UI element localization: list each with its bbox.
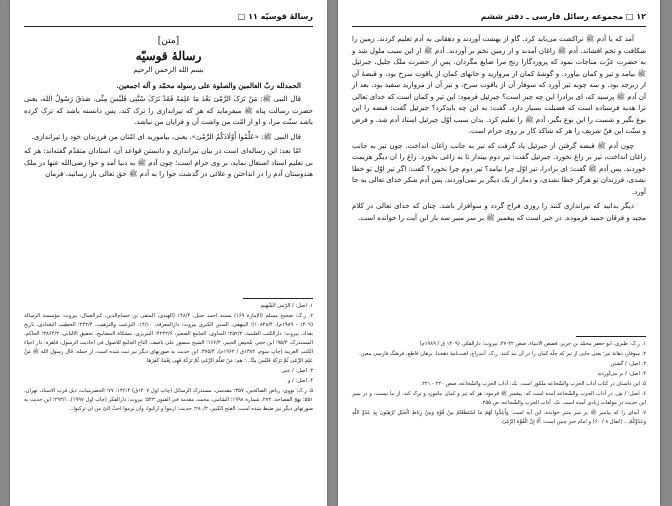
- basmala: بسم الله الرحمن الرحیم: [133, 66, 204, 74]
- right-paragraph: آمد که یا آدم ﷺ تراکشت می‌باید کرد. گاو از بهشت آوردند و دهقانی به آدم تعلیم کردند. زمین را شکافت و تخم افشاند. آدم ﷺ زاغان آمدند و از زمین تخم بر آوردند. آدم ﷺ از این سبب ملول شد و به حضرت عزّت مناجات نمود که پروردگارا رنج مرا ضایع مگردان. پس از حضرت ملک جلیل، جبرئیل ﷺ بیامد و تیر و کمان بیاورد. و گوشهٔ کمان از مروارید و خانهای کمان از یاقوت سرخ بود، و قبضهٔ آن از زبرجد بود. و سه چوبه تیر آورد که سوفار آن از یاقوت سرخ، و نیز آن از مروارید سفید بود. بعد از آن آدم ﷺ پرسید که، ای برادرا این چه چیز است؟ جبرئیل فرمود: این تیر و کمان است که خدای تعالی ترا هدیه فرستاده است که فضیلت بسیار دارد. گفت: به این چه بایدکرد؟ جبرئیل گفت: قبضه را این نوع بگیر و شست را این نوع بگیر، آدم ﷺ را تعلیم کرد. بدان سبب اوّل جبرئیل استاد آدم شد. و فرض و سنّت این فنّ شریف را هر که شاکد کار بر روی حرام است.: [352, 35, 646, 135]
- left-footnote-divider: [243, 298, 313, 299]
- left-paragraph: امّا بعد: این رساله‌ای است در بیان تیراندازی و دانستن قواعد آن، استادان متقدّم گفته‌اند: هر که بی تعلیم استاد اشتغال نماید، بر وی حرام است؛ چون آدم ﷺ به دنیا آمد و حوا رضی‌الله عنها در ملک هندوستان آدم را در انداختن و علائی در گذشت حوا را به آدم ﷺ حق تعالی باز رسانید، فرمان: [24, 147, 313, 178]
- footnote: ۵. ر.ک: نووی، ریاض الصالحین، ۳۵۷؛ مقدسی، مستدرک الرسائل (چاپ اول ۱۴۰۷ق) ۱۳/۱۴: ۷۷؛ الحضرمیات، ذیل قرب الاسناد، تهران، ۵۵۱؛ نهج الفصاحة، ۲۷۲، شماره ۱۹۹۸؛ الشامی، محمد، مقدمة فی الفنون ۵۴۳؛ بیروت: دارالفکر (چاپ اول ۱۹۹۷)، ۲۹۳/۱؛ این حدیث به صورتهای دیگر نیز ضبط شده است: الفتح الکبیر، ۲۸۰/۲؛ حدیث: ارموا و ارکبوا، وان ترموا احبّ الیّ من ان ترکبوا...: [24, 388, 314, 412]
- right-body: [352, 34, 646, 227]
- left-paragraph: قال النبی ﷺ: «عَلِّمُوا أَوْلَادَکُمُ الرَّمْیَ». یعنی، بیاموزید ای امّتان من فرزندان خود را تیراندازی.: [31, 132, 301, 141]
- footnote: ۱. ر.ک: طبری، ابو جعفر محمّد بن جریر، قصص الانبیاء، صص ۴۲-۴۷، بیروت: دارالفکر، (۱۴۰۹ ق / ۱۹۸۹م): [419, 341, 646, 347]
- footnote: ۳. اصل: / گشتن: [610, 361, 646, 367]
- footnote: ۴. اصل: / بر می‌آوردند: [597, 371, 646, 377]
- bracket-label: [متن]: [157, 36, 180, 46]
- left-running-header: [24, 10, 313, 27]
- footnote: ۳. اصل: / عنی: [281, 368, 313, 374]
- left-body: [24, 36, 313, 184]
- right-running-header: [352, 10, 646, 27]
- left-paragraph: الحمدلله ربّ العالمین والصلوة علی رسوله محمّد و آله اجمعین.: [116, 80, 301, 90]
- footnote: ۶. اصل: / ش. در آداب الحرب والشّجاعه آمده است که: پیغمبر ﷺ فرمود: هر که تیر و کمان بیاموزد و ترک کند، از ما نیست. و در سیر این حدیث در مولفات زیادی آمده است. نک: آداب الحرب والشّجاعه، ص ۲۵۵.: [352, 391, 646, 406]
- treatise-title: رسالهٔ قوسیّه: [135, 48, 202, 63]
- footnote: ۵. این داستان در کتاب آداب الحرب والشّجاعه ملکور است. نک: آداب الحرب والشّجاعه، صص ۲۲۰ - ۲۲۱.: [420, 381, 646, 387]
- right-footnotes: [352, 340, 646, 428]
- right-page: [338, 0, 660, 506]
- footnote: ۴. اصل: / و: [287, 378, 313, 384]
- right-header-title: ۱۲ □ مجموعه رسائل فارسی ـ دفتر ششم: [480, 12, 646, 21]
- right-paragraph: چون آدم ﷺ قبضه گرفتن از جبرئیل یاد گرفت که تیر به جانب زاغان انداخت. چون تیر به جانب زاغان انداخت، تیر بر زاغ نخورد. جبرئیل گفت: تیر دوم بینداز تا به زاغی بخورد. زاغ را ان دیگر هزیمت خوردند. پس آدم ﷺ گفت: ای برادرا، تیر اوّل چرا نیامد؟ تیر دوم چرا نخورد؟ گفت: اگر تیر اوّل تو خطا نشدی، فرزندان تو هرگز خطا نشدی، و دمار از یک دیگر بر نمی‌آوردند. پس آدم شکر خدای تعالی به جا آورد.: [352, 141, 646, 196]
- right-footnote-divider: [576, 336, 646, 337]
- footnote: ۲. سوفار، دهانهٔ تیر؛ یعنی جایی از تیر که چلّه کمان را در آن بند کنند. ر.ک. آنندراج، لغت‌نامهٔ دهخدا، برهان قاطع، فرهنگ فارسی معین.: [358, 351, 646, 357]
- footnote: ۷. آیه‌ای را که پیامبر ﷺ بر سر منبر خوانده، این آیه است: وَأَعِدُّوا لَهُمْ مَا اسْتَطَعْتُمْ مِنْ قُوَّةٍ وَمِنْ رِبَاطِ الْخَیْلِ تُرْهِبُونَ بِهِ عَدُوَّ اللَّهِ وَعَدُوَّکُمْ... (انفال ۸ / ۶۰) و امام خبر چنین است: أَلَا إِنَّ الْقُوَّةَ الرَّمْیُ.: [352, 410, 646, 425]
- left-header-title: رسالهٔ قوسیّه ۱۱ □: [237, 12, 313, 21]
- left-paragraph: قال النبی ﷺ: مَنْ تَرَکَ الرَّمْیَ بَعْدَ مَا عَلِمَهُ فَقَدْ تَرَکَ سُنَّتِی فَلَیْسَ مِنِّی. صَدَقَ رَسُولُ الله، یعنی حضرت رسالت پناه ﷺ میفرماید که هر که تیراندازی را ترک کند، پس دانسته باشد که ترک کرده باشد سنّت مرا، و او از امّت من واشت آن و فرایان من نباشد.: [24, 95, 313, 126]
- left-page: [10, 0, 327, 506]
- footnote: ۱. اصل: / الرّمی الشّهیم: [260, 303, 313, 309]
- right-paragraph: دیگر بدانید که تیراندازی کنند را روزی فراخ گردد و سوافزار باشد. چنان که خدای تعالی در کلام مجید و فرقان حمید فرموده. در خبر است که پیغمبر ﷺ بر سر منبر سه بار این آیت را خوانده است.: [352, 202, 646, 222]
- footnote: ۲. ر.ک: صحیح مسلم (الإمارة ۱۶۹) مسند احمد حنبل، ۱۴۸/۴ (الهندی، المتقی بن حسام‌الدین، کنزالعمال، بیروت: مؤسسة الرسالة (۱۴۰۹ - ۱۹۸۹م)، ۱۰۸۴۸/۴)؛ البیهقی، السنن الکبری بیروت: دارالمعرفة، ۱۴/۱۰، الترغیب والترهیب، ۲۴۲/۴؛ الخطیب البغدادی، تاریخ بغداد، بیروت: دارالکتب العلمیة، ۲۵۲/۲؛ المناوی، الجامع الصغیر، ۴۲۴۲/۶؛ التبریزی، مشکاة المصابیح، تحقیق الالبانی، ۳۸۶۴/۲؛ الحاکم، المستدرک، ۹۵/۲؛ ابن حجر، تلخیص الحبیر، ۱۶۶/۴؛ الشیخ منصور علی ناصف، التاج الجامع للاصول فی احادیث الرسول، قاهره: دار احیاء الکتب العربیة (چاپ سوم، ۱۳۸۲ق / ۱۹۶۲م)، ۳۷۵/۴. این حدیث به صورتهای دیگر نیز ثبت شده است، از جمله: قال رسول الله ﷺ مَنْ عَلِمَ الرَّمْیَ ثُمَّ تَرَکَهُ فَلَیْسَ مِنَّا...؛ هم: مَنْ تَعَلَّمَ الرَّمْیَ ثُمَّ تَرَکَهُ فَهِیَ نِعْمَةٌ کَفَرَهَا.: [24, 313, 314, 364]
- left-footnotes: [24, 302, 313, 415]
